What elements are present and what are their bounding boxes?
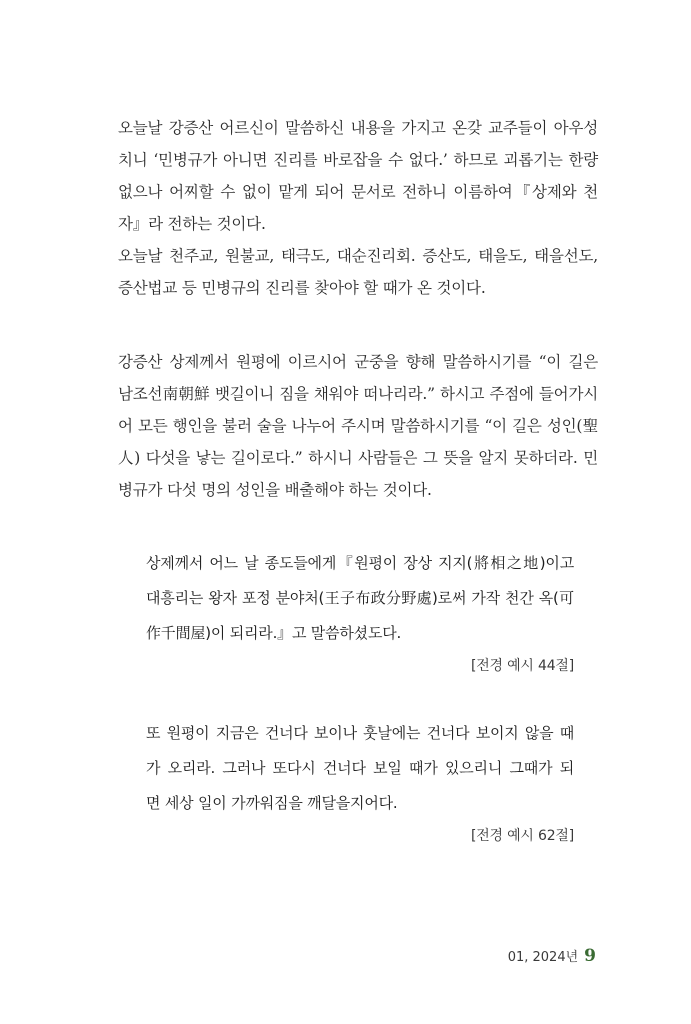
page-number: 9 <box>584 946 596 966</box>
body-paragraph-1 <box>118 112 598 304</box>
page-footer <box>508 946 596 966</box>
quote-line: 가 오리라. 그러나 또다시 건너다 보일 때가 있으리니 그때가 되 <box>146 759 574 777</box>
issue-label: 01, 2024년 <box>507 950 579 965</box>
scripture-quote-2 <box>146 716 574 851</box>
text-line: 오늘날 강증산 어르신이 말씀하신 내용을 가지고 온갖 교주들이 아우성 <box>118 119 598 137</box>
text-line: 없으나 어찌할 수 없이 맡게 되어 문서로 전하니 이름하여『상제와 천 <box>118 183 598 201</box>
quote-line: 대흥리는 왕자 포정 분야처(王子布政分野處)로써 가작 천간 옥(可 <box>146 589 574 607</box>
text-line: 병규가 다섯 명의 성인을 배출해야 하는 것이다. <box>118 481 432 499</box>
body-paragraph-2 <box>118 346 598 506</box>
text-line: 자』라 전하는 것이다. <box>118 215 266 233</box>
text-line: 증산법교 등 민병규의 진리를 찾아야 할 때가 온 것이다. <box>118 279 486 297</box>
text-line: 오늘날 천주교, 원불교, 태극도, 대순진리회. 증산도, 태을도, 태을선도, <box>118 247 598 265</box>
quote-line: 상제께서 어느 날 종도들에게『원평이 장상 지지(將相之地)이고 <box>146 554 574 572</box>
text-line: 강증산 상제께서 원평에 이르시어 군중을 향해 말씀하시기를 “이 길은 <box>118 353 598 371</box>
quote-line: 또 원평이 지금은 건너다 보이나 훗날에는 건너다 보이지 않을 때 <box>146 724 574 742</box>
text-line: 치니 ‘민병규가 아니면 진리를 바로잡을 수 없다.’ 하므로 괴롭기는 한량 <box>118 151 598 169</box>
text-line: 남조선南朝鮮 뱃길이니 짐을 채워야 떠나리라.” 하시고 주점에 들어가시 <box>118 385 598 403</box>
quote-line: 면 세상 일이 가까워짐을 깨달을지어다. <box>146 794 398 812</box>
quote-source: [전경 예시 62절] <box>470 828 574 844</box>
scripture-quote-1 <box>146 546 574 681</box>
quote-line: 作千間屋)이 되리라.』고 말씀하셨도다. <box>146 624 402 642</box>
quote-source: [전경 예시 44절] <box>470 658 574 674</box>
text-line: 人) 다섯을 낳는 길이로다.” 하시니 사람들은 그 뜻을 알지 못하더라. 민 <box>118 449 598 467</box>
text-line: 어 모든 행인을 불러 술을 나누어 주시며 말씀하시기를 “이 길은 성인(聖 <box>118 417 598 435</box>
